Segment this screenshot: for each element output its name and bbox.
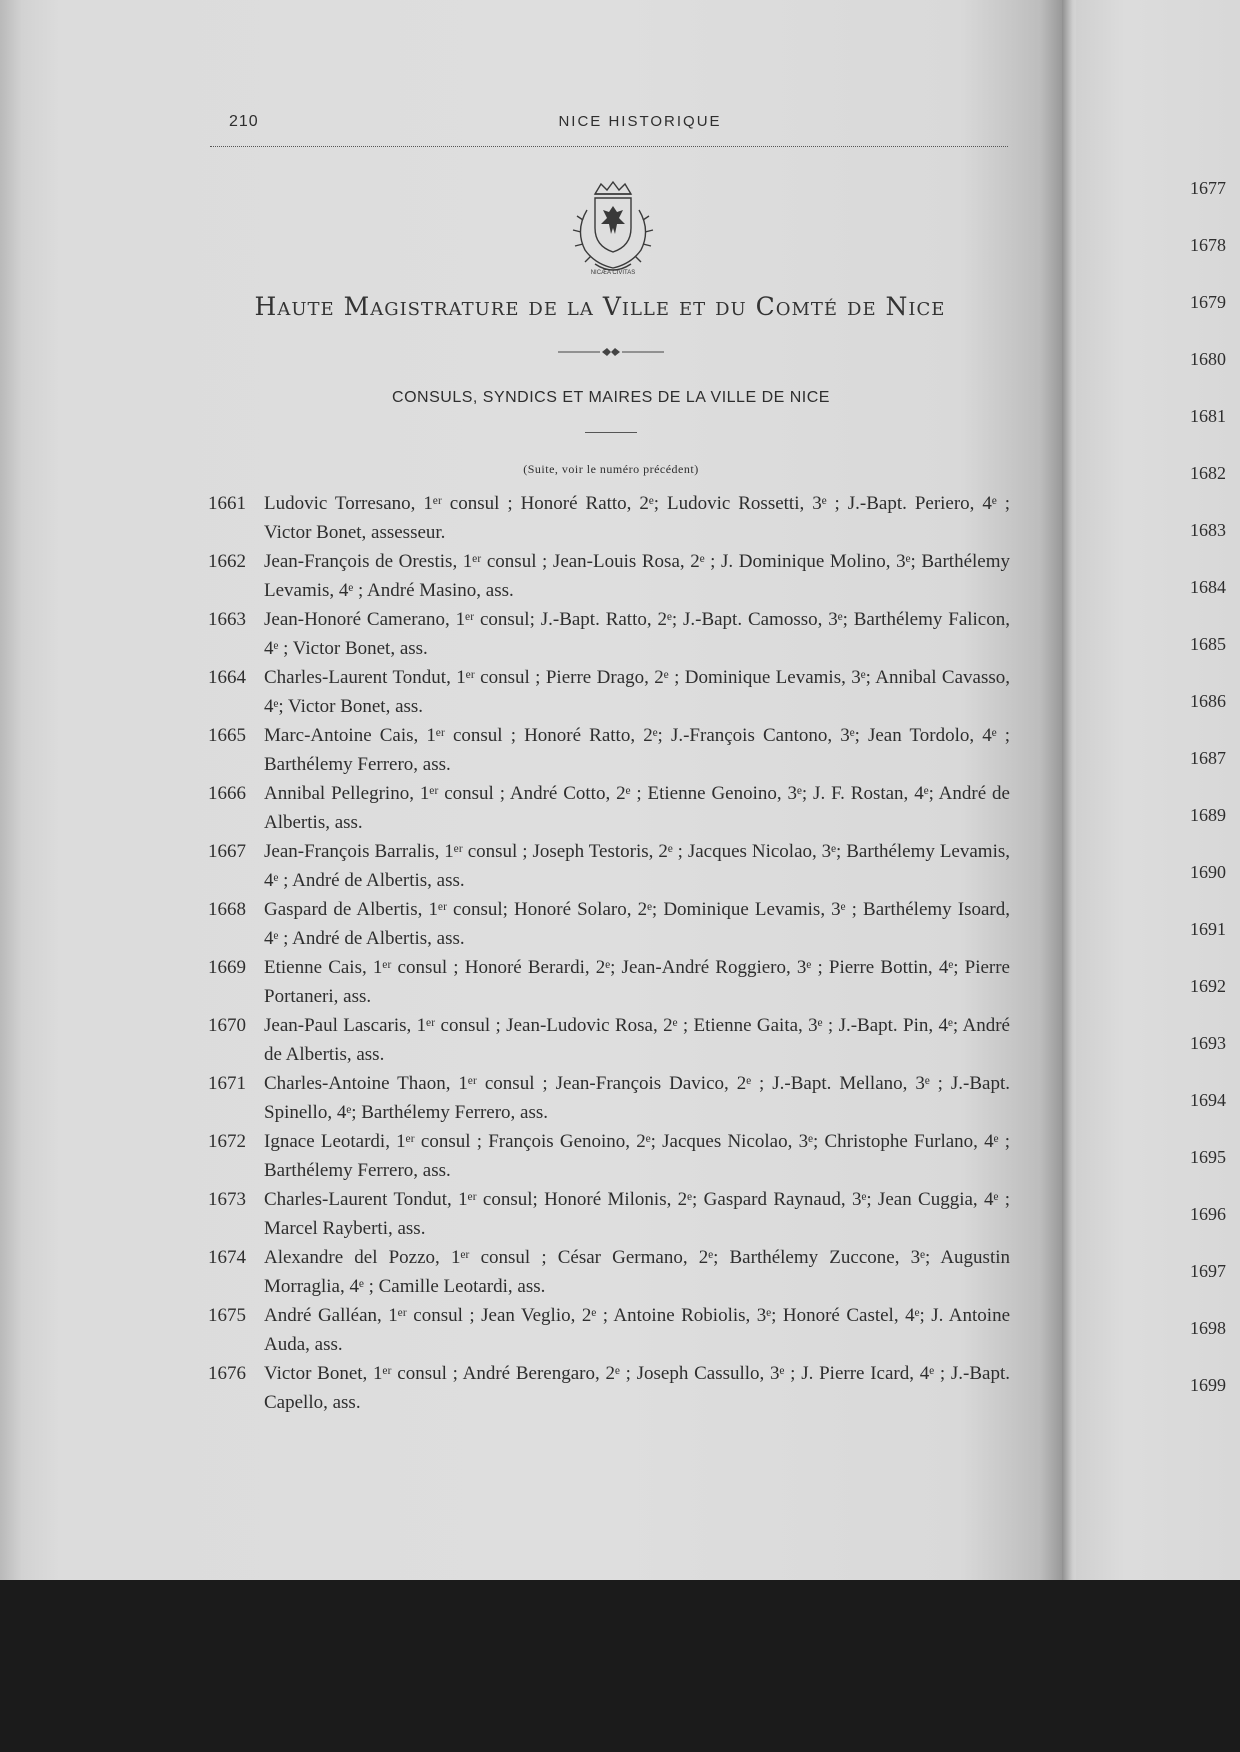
margin-year: 1697 (1190, 1261, 1226, 1281)
list-item (208, 489, 1010, 547)
entry-year: 1661 (208, 493, 246, 514)
consul-list (208, 489, 1010, 1417)
margin-year: 1678 (1190, 235, 1226, 255)
entry-text: André Galléan, 1ᵉʳ consul ; Jean Veglio, 2ᵉ ; Antoine Robiolis, 3ᵉ; Honoré Castel, 4ᵉ; J. Antoine Auda, ass. (264, 1305, 1010, 1355)
entry-text: Jean-François Barralis, 1ᵉʳ consul ; Joseph Testoris, 2ᵉ ; Jacques Nicolao, 3ᵉ; Barthélemy Levamis, 4ᵉ ; André de Albertis, ass. (264, 841, 1010, 891)
entry-year: 1666 (208, 783, 246, 804)
margin-year: 1691 (1190, 919, 1226, 939)
entry-year: 1671 (208, 1073, 246, 1094)
margin-year: 1687 (1190, 748, 1226, 768)
entry-text: Charles-Laurent Tondut, 1ᵉʳ consul ; Pierre Drago, 2ᵉ ; Dominique Levamis, 3ᵉ; Annibal Cavasso, 4ᵉ; Victor Bonet, ass. (264, 667, 1010, 717)
margin-year: 1679 (1190, 292, 1226, 312)
margin-year: 1677 (1190, 178, 1226, 198)
list-item (208, 1243, 1010, 1301)
coat-of-arms-icon (565, 180, 661, 280)
entry-text: Charles-Antoine Thaon, 1ᵉʳ consul ; Jean-François Davico, 2ᵉ ; J.-Bapt. Mellano, 3ᵉ ; J.-Bapt. Spinello, 4ᵉ; Barthélemy Ferrero, ass. (264, 1073, 1010, 1123)
entry-text: Ludovic Torresano, 1ᵉʳ consul ; Honoré Ratto, 2ᵉ; Ludovic Rossetti, 3ᵉ ; J.-Bapt. Periero, 4ᵉ ; Victor Bonet, assesseur. (264, 493, 1010, 543)
entry-text: Jean-Honoré Camerano, 1ᵉʳ consul; J.-Bapt. Ratto, 2ᵉ; J.-Bapt. Camosso, 3ᵉ; Barthélemy Falicon, 4ᵉ ; Victor Bonet, ass. (264, 609, 1010, 659)
ornament-divider-icon (558, 346, 664, 358)
header-rule (210, 146, 1008, 147)
list-item (208, 779, 1010, 837)
entry-year: 1663 (208, 609, 246, 630)
margin-year: 1683 (1190, 520, 1226, 540)
section-rule (585, 432, 637, 433)
entry-year: 1664 (208, 667, 246, 688)
continuation-note: (Suite, voir le numéro précédent) (523, 462, 699, 476)
page-number: 210 (229, 113, 259, 130)
list-item (208, 1011, 1010, 1069)
list-item (208, 895, 1010, 953)
entry-text: Victor Bonet, 1ᵉʳ consul ; André Berengaro, 2ᵉ ; Joseph Cassullo, 3ᵉ ; J. Pierre Icard, 4ᵉ ; J.-Bapt. Capello, ass. (264, 1363, 1010, 1413)
margin-year: 1693 (1190, 1033, 1226, 1053)
margin-year: 1684 (1190, 577, 1226, 597)
entry-text: Ignace Leotardi, 1ᵉʳ consul ; François Genoino, 2ᵉ; Jacques Nicolao, 3ᵉ; Christophe Furlano, 4ᵉ ; Barthélemy Ferrero, ass. (264, 1131, 1010, 1181)
right-page-years (1190, 178, 1240, 1432)
entry-text: Gaspard de Albertis, 1ᵉʳ consul; Honoré Solaro, 2ᵉ; Dominique Levamis, 3ᵉ ; Barthélemy Isoard, 4ᵉ ; André de Albertis, ass. (264, 899, 1010, 949)
list-item (208, 663, 1010, 721)
entry-year: 1674 (208, 1247, 246, 1268)
emblem-motto: NICÆA CIVITAS (590, 270, 636, 276)
margin-year: 1692 (1190, 976, 1226, 996)
list-item (208, 605, 1010, 663)
page-title: Haute Magistrature de la Ville et du Comté de Nice (254, 292, 946, 321)
margin-year: 1699 (1190, 1375, 1226, 1395)
margin-year: 1681 (1190, 406, 1226, 426)
entry-year: 1667 (208, 841, 246, 862)
list-item (208, 1359, 1010, 1417)
entry-text: Charles-Laurent Tondut, 1ᵉʳ consul; Honoré Milonis, 2ᵉ; Gaspard Raynaud, 3ᵉ; Jean Cuggia, 4ᵉ ; Marcel Rayberti, ass. (264, 1189, 1010, 1239)
list-item (208, 1069, 1010, 1127)
margin-year: 1682 (1190, 463, 1226, 483)
list-item (208, 1127, 1010, 1185)
margin-year: 1694 (1190, 1090, 1226, 1110)
list-item (208, 1185, 1010, 1243)
entry-year: 1670 (208, 1015, 246, 1036)
list-item (208, 547, 1010, 605)
journal-title: NICE HISTORIQUE (558, 113, 722, 130)
entry-year: 1662 (208, 551, 246, 572)
margin-year: 1680 (1190, 349, 1226, 369)
entry-year: 1665 (208, 725, 246, 746)
margin-year: 1689 (1190, 805, 1226, 825)
entry-year: 1675 (208, 1305, 246, 1326)
margin-year: 1690 (1190, 862, 1226, 882)
entry-text: Etienne Cais, 1ᵉʳ consul ; Honoré Berardi, 2ᵉ; Jean-André Roggiero, 3ᵉ ; Pierre Bottin, 4ᵉ; Pierre Portaneri, ass. (264, 957, 1010, 1007)
entry-year: 1672 (208, 1131, 246, 1152)
entry-text: Annibal Pellegrino, 1ᵉʳ consul ; André Cotto, 2ᵉ ; Etienne Genoino, 3ᵉ; J. F. Rostan, 4ᵉ; André de Albertis, ass. (264, 783, 1010, 833)
list-item (208, 1301, 1010, 1359)
entry-text: Marc-Antoine Cais, 1ᵉʳ consul ; Honoré Ratto, 2ᵉ; J.-François Cantono, 3ᵉ; Jean Tordolo, 4ᵉ ; Barthélemy Ferrero, ass. (264, 725, 1010, 775)
entry-year: 1673 (208, 1189, 246, 1210)
entry-text: Alexandre del Pozzo, 1ᵉʳ consul ; César Germano, 2ᵉ; Barthélemy Zuccone, 3ᵉ; Augustin Morraglia, 4ᵉ ; Camille Leotardi, ass. (264, 1247, 1010, 1297)
running-head (210, 113, 1010, 137)
margin-year: 1695 (1190, 1147, 1226, 1167)
margin-year: 1696 (1190, 1204, 1226, 1224)
margin-year: 1686 (1190, 691, 1226, 711)
entry-year: 1669 (208, 957, 246, 978)
section-title: CONSULS, SYNDICS ET MAIRES DE LA VILLE DE NICE (392, 389, 830, 406)
list-item (208, 837, 1010, 895)
entry-year: 1668 (208, 899, 246, 920)
margin-year: 1698 (1190, 1318, 1226, 1338)
list-item (208, 721, 1010, 779)
margin-year: 1685 (1190, 634, 1226, 654)
entry-year: 1676 (208, 1363, 246, 1384)
list-item (208, 953, 1010, 1011)
entry-text: Jean-François de Orestis, 1ᵉʳ consul ; Jean-Louis Rosa, 2ᵉ ; J. Dominique Molino, 3ᵉ; Barthélemy Levamis, 4ᵉ ; André Masino, ass. (264, 551, 1010, 601)
entry-text: Jean-Paul Lascaris, 1ᵉʳ consul ; Jean-Ludovic Rosa, 2ᵉ ; Etienne Gaita, 3ᵉ ; J.-Bapt. Pin, 4ᵉ; André de Albertis, ass. (264, 1015, 1010, 1065)
